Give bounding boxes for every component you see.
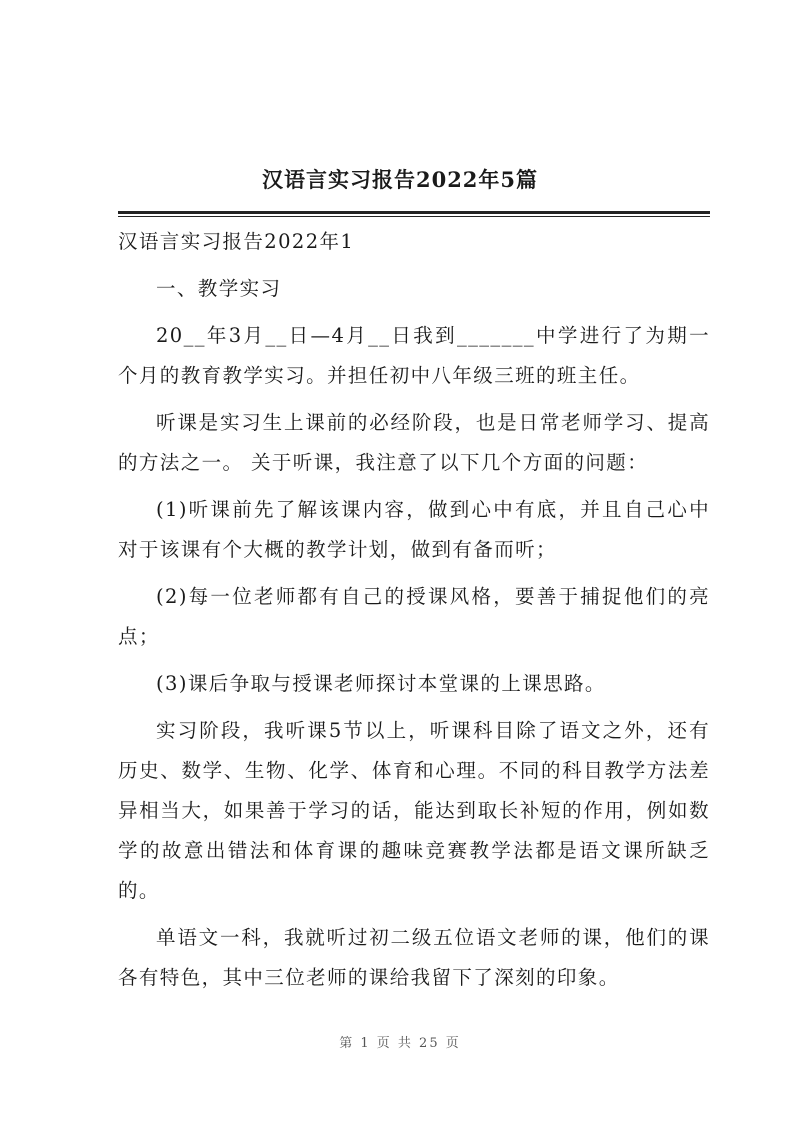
list-item: (2)每一位老师都有自己的授课风格，要善于捕捉他们的亮点； — [118, 585, 710, 648]
title-rule-thick — [118, 211, 710, 214]
subsection-heading: 一、教学实习 — [156, 277, 282, 300]
list-item: (3)课后争取与授课老师探讨本堂课的上课思路。 — [156, 672, 606, 695]
page-number-footer: 第 1 页 共 25 页 — [339, 1036, 461, 1051]
title-rule-thin — [118, 216, 710, 217]
list-item: (1)听课前先了解该课内容，做到心中有底，并且自己心中对于该课有个大概的教学计划，做到有备而听； — [118, 498, 710, 561]
section-heading: 汉语言实习报告2022年1 — [118, 230, 355, 253]
document-body — [118, 222, 710, 1005]
body-paragraph: 听课是实习生上课前的必经阶段，也是日常老师学习、提高的方法之一。 关于听课，我注意了以下几个方面的问题： — [118, 411, 710, 474]
body-paragraph: 实习阶段，我听课5节以上，听课科目除了语文之外，还有历史、数学、生物、化学、体育和心理。不同的科目教学方法差异相当大，如果善于学习的话，能达到取长补短的作用，例如数学的故意出错法和体育课的趣味竞赛教学法都是语文课所缺乏的。 — [118, 719, 710, 902]
document-title: 汉语言实习报告2022年5篇 — [261, 167, 539, 192]
body-paragraph: 20__年3月__日—4月__日我到_______中学进行了为期一个月的教育教学实习。并担任初中八年级三班的班主任。 — [118, 324, 710, 387]
body-paragraph: 单语文一科，我就听过初二级五位语文老师的课，他们的课各有特色，其中三位老师的课给我留下了深刻的印象。 — [118, 926, 710, 989]
